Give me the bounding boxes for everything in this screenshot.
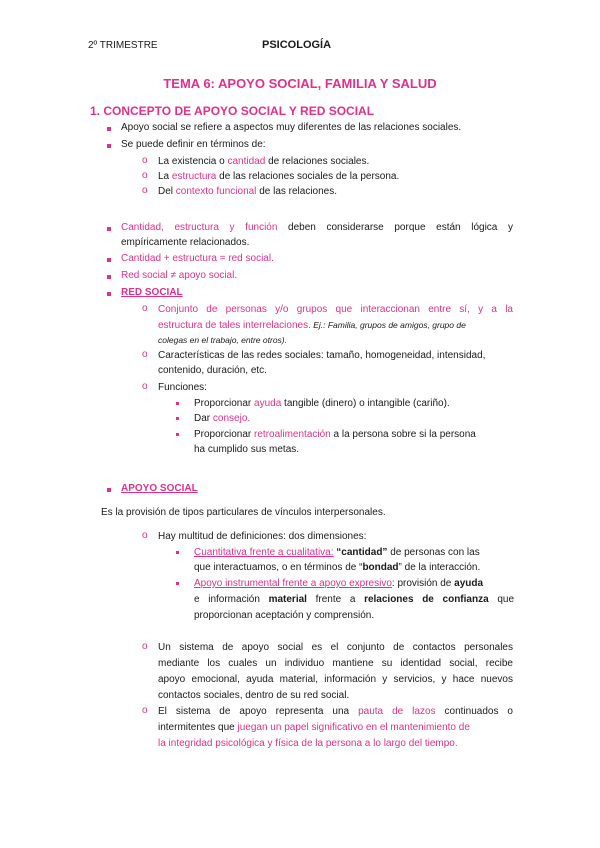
- sub-item: Hay multitud de definiciones: dos dimensiones:: [158, 531, 367, 542]
- bullet-square-icon: [107, 292, 111, 296]
- circle-bullet-icon: o: [142, 170, 148, 181]
- dimension-item-cont: e información material frente a relaciones de confianza que: [194, 594, 515, 605]
- function-item: Dar consejo.: [194, 413, 251, 424]
- sub-item: Funciones:: [158, 382, 207, 393]
- small-square-bullet-icon: [176, 551, 179, 554]
- page-title: TEMA 6: APOYO SOCIAL, FAMILIA Y SALUD: [163, 76, 437, 91]
- bullet-text: Apoyo social se refiere a aspectos muy diferentes de las relaciones sociales.: [121, 122, 462, 133]
- bullet-text-cont: empíricamente relacionados.: [121, 237, 250, 248]
- sub-item-cont: mediante los cuales un individuo mantiene su identidad social, recibe: [158, 658, 513, 669]
- sub-item-cont: contactos sociales, dentro de su red social.: [158, 690, 350, 701]
- sub-item-cont: la integridad psicológica y física de la persona a lo largo del tiempo.: [158, 738, 458, 749]
- circle-bullet-icon: o: [142, 381, 148, 392]
- sub-item: Conjunto de personas y/o grupos que interaccionan entre sí, y a la: [158, 304, 513, 315]
- section-heading: 1. CONCEPTO DE APOYO SOCIAL Y RED SOCIAL: [90, 104, 375, 118]
- small-square-bullet-icon: [176, 433, 179, 436]
- bullet-text: Cantidad + estructura = red social.: [121, 253, 274, 264]
- circle-bullet-icon: o: [142, 705, 148, 716]
- sub-item: Un sistema de apoyo social es el conjunto de contactos personales: [158, 642, 513, 653]
- sub-item: La estructura de las relaciones sociales de la persona.: [158, 171, 400, 182]
- small-square-bullet-icon: [176, 417, 179, 420]
- circle-bullet-icon: o: [142, 155, 148, 166]
- sub-item-cont: apoyo emocional, ayuda material, información y servicios, y hace nuevos: [158, 674, 513, 685]
- subsection-label: APOYO SOCIAL: [121, 483, 198, 494]
- function-item-cont: ha cumplido sus metas.: [194, 444, 300, 455]
- header-subject: PSICOLOGÍA: [262, 39, 332, 51]
- small-square-bullet-icon: [176, 582, 179, 585]
- sub-item: El sistema de apoyo representa una pauta de lazos continuados o: [158, 706, 513, 717]
- circle-bullet-icon: o: [142, 185, 148, 196]
- bullet-square-icon: [107, 275, 111, 279]
- sub-item-cont: intermitentes que juegan un papel significativo en el mantenimiento de: [158, 722, 470, 733]
- bullet-square-icon: [107, 227, 111, 231]
- paragraph: Es la provisión de tipos particulares de vínculos interpersonales.: [101, 507, 386, 518]
- sub-item-cont: colegas en el trabajo, entre otros).: [158, 335, 287, 345]
- bullet-text: Red social ≠ apoyo social.: [121, 270, 238, 281]
- circle-bullet-icon: o: [142, 303, 148, 314]
- sub-item-cont: contenido, duración, etc.: [158, 365, 267, 376]
- circle-bullet-icon: o: [142, 641, 148, 652]
- header-term: 2º TRIMESTRE: [88, 40, 158, 51]
- dimension-item: Cuantitativa frente a cualitativa: “cantidad” de personas con las: [194, 547, 480, 558]
- dimension-item-cont: que interactuamos, o en términos de “bondad” de la interacción.: [194, 562, 481, 573]
- bullet-square-icon: [107, 488, 111, 492]
- circle-bullet-icon: o: [142, 349, 148, 360]
- bullet-square-icon: [107, 144, 111, 148]
- circle-bullet-icon: o: [142, 530, 148, 541]
- subsection-label: RED SOCIAL: [121, 287, 183, 298]
- bullet-square-icon: [107, 258, 111, 262]
- bullet-square-icon: [107, 127, 111, 131]
- function-item: Proporcionar retroalimentación a la persona sobre si la persona: [194, 429, 476, 440]
- dimension-item: Apoyo instrumental frente a apoyo expresivo: provisión de ayuda: [194, 578, 484, 589]
- sub-item: Del contexto funcional de las relaciones.: [158, 186, 338, 197]
- bullet-text: Cantidad, estructura y función deben considerarse porque están lógica y: [121, 222, 513, 233]
- function-item: Proporcionar ayuda tangible (dinero) o intangible (cariño).: [194, 398, 450, 409]
- sub-item-cont: estructura de tales interrelaciones. Ej.: Familia, grupos de amigos, grupo de: [158, 320, 466, 331]
- dimension-item-cont: proporcionan aceptación y comprensión.: [194, 610, 375, 621]
- bullet-text: Se puede definir en términos de:: [121, 139, 266, 150]
- sub-item: Características de las redes sociales: tamaño, homogeneidad, intensidad,: [158, 350, 486, 361]
- small-square-bullet-icon: [176, 402, 179, 405]
- sub-item: La existencia o cantidad de relaciones sociales.: [158, 156, 370, 167]
